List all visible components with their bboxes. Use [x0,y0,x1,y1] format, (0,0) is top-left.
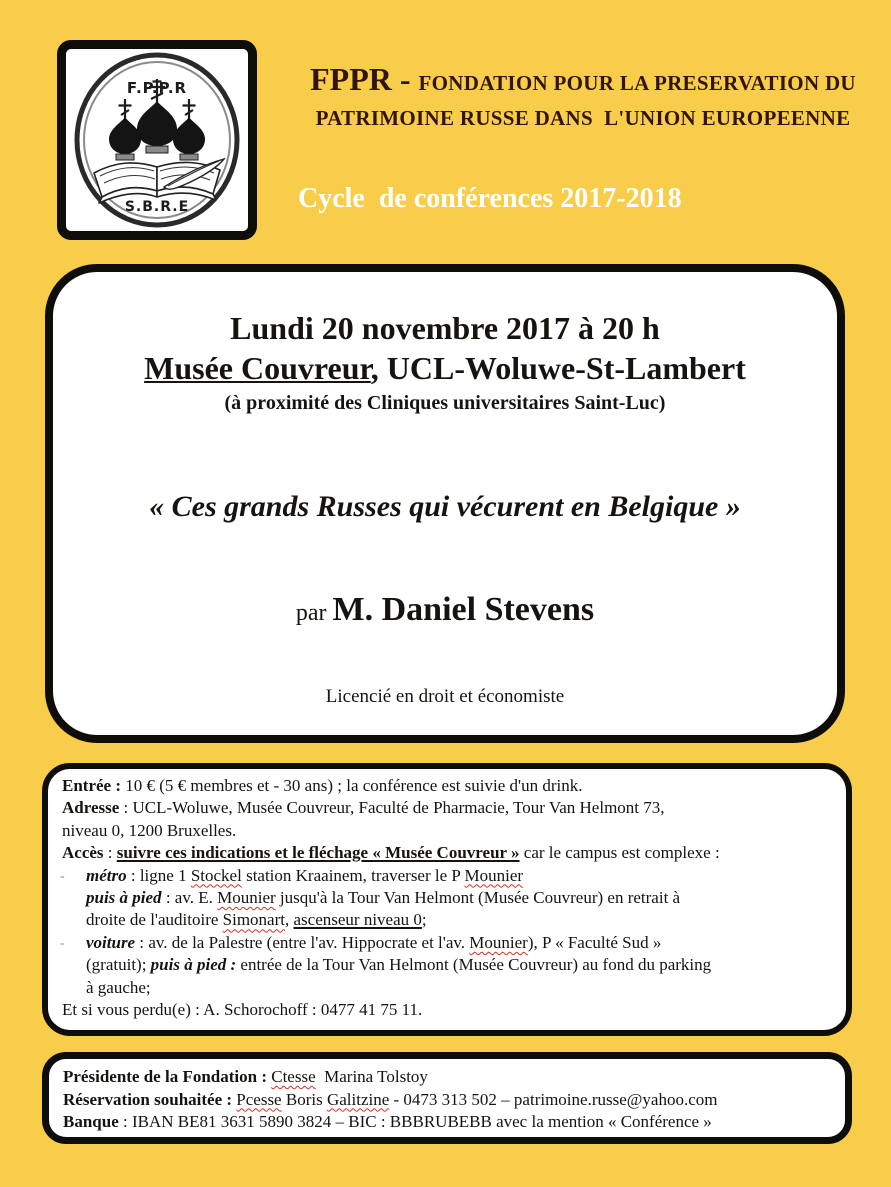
speaker-lead: par [295,600,333,626]
org-acronym: FPPR - [310,61,419,97]
practical-info-card [42,763,852,1036]
logo-bottom-label: S.B.R.E [124,199,190,215]
org-name-line1 [293,60,873,105]
bullet-dash: - [60,935,65,951]
reservation-line: Réservation souhaitée : Pcesse Boris Galitzine - 0473 313 502 – patrimoine.russe@yahoo.com [63,1089,718,1109]
address-line: Adresse : UCL-Woluwe, Musée Couvreur, Faculté de Pharmacie, Tour Van Helmont 73, niveau 0, 1200 Bruxelles. [62,798,665,840]
org-name-line2: PATRIMOINE RUSSE DANS L'UNION EUROPEENNE [315,106,851,130]
speaker-name: M. Daniel Stevens [332,591,595,628]
on-foot-line: puis à pied : av. E. Mounier jusqu'à la Tour Van Helmont (Musée Couvreur) en retrait à droite de l'auditoire Simonart, ascenseur niveau 0; [86,888,681,930]
metro-line: - métro : ligne 1 Stockel station Kraainem, traverser le P Mounier [86,865,832,887]
logo-top-label: F.P.P.R [126,79,188,97]
conference-cycle-title: Cycle de conférences 2017-2018 [298,183,682,214]
event-datetime: Lundi 20 novembre 2017 à 20 h [230,310,660,346]
access-intro-line: Accès : suivre ces indications et le fléchage « Musée Couvreur » car le campus est complexe : [62,843,720,863]
car-line: - voiture : av. de la Palestre (entre l'av. Hippocrate et l'av. Mounier), P « Faculté Sud » (gratuit); puis à pied : entrée de la Tour Van Helmont (Musée Couvreur) au fond du parking à gauche; [60,932,712,997]
fppr-logo [57,40,257,240]
fppr-logo-emblem [66,49,248,231]
event-venue-note: (à proximité des Cliniques universitaires Saint-Luc) [224,392,666,414]
president-line: Présidente de la Fondation : Ctesse Marina Tolstoy [63,1067,428,1086]
speaker-credentials: Licencié en droit et économiste [325,686,565,707]
bullet-dash: - [60,868,65,884]
entry-fee-line: Entrée : 10 € (5 € membres et - 30 ans) ; la conférence est suivie d'un drink. [62,776,583,795]
talk-title: « Ces grands Russes qui vécurent en Belgique » [149,490,741,523]
contact-card [42,1052,852,1144]
event-card [45,264,845,743]
speaker-line [53,588,837,638]
org-header [293,60,873,132]
lost-contact-line: Et si vous perdu(e) : A. Schorochoff : 0477 41 75 11. [62,1000,423,1020]
org-name-rest: FONDATION POUR LA PRESERVATION DU [418,71,856,95]
event-venue: Musée Couvreur, UCL-Woluwe-St-Lambert [144,350,746,386]
bank-line: Banque : IBAN BE81 3631 5890 3824 – BIC : BBBRUBEBB avec la mention « Conférence » [63,1112,712,1131]
